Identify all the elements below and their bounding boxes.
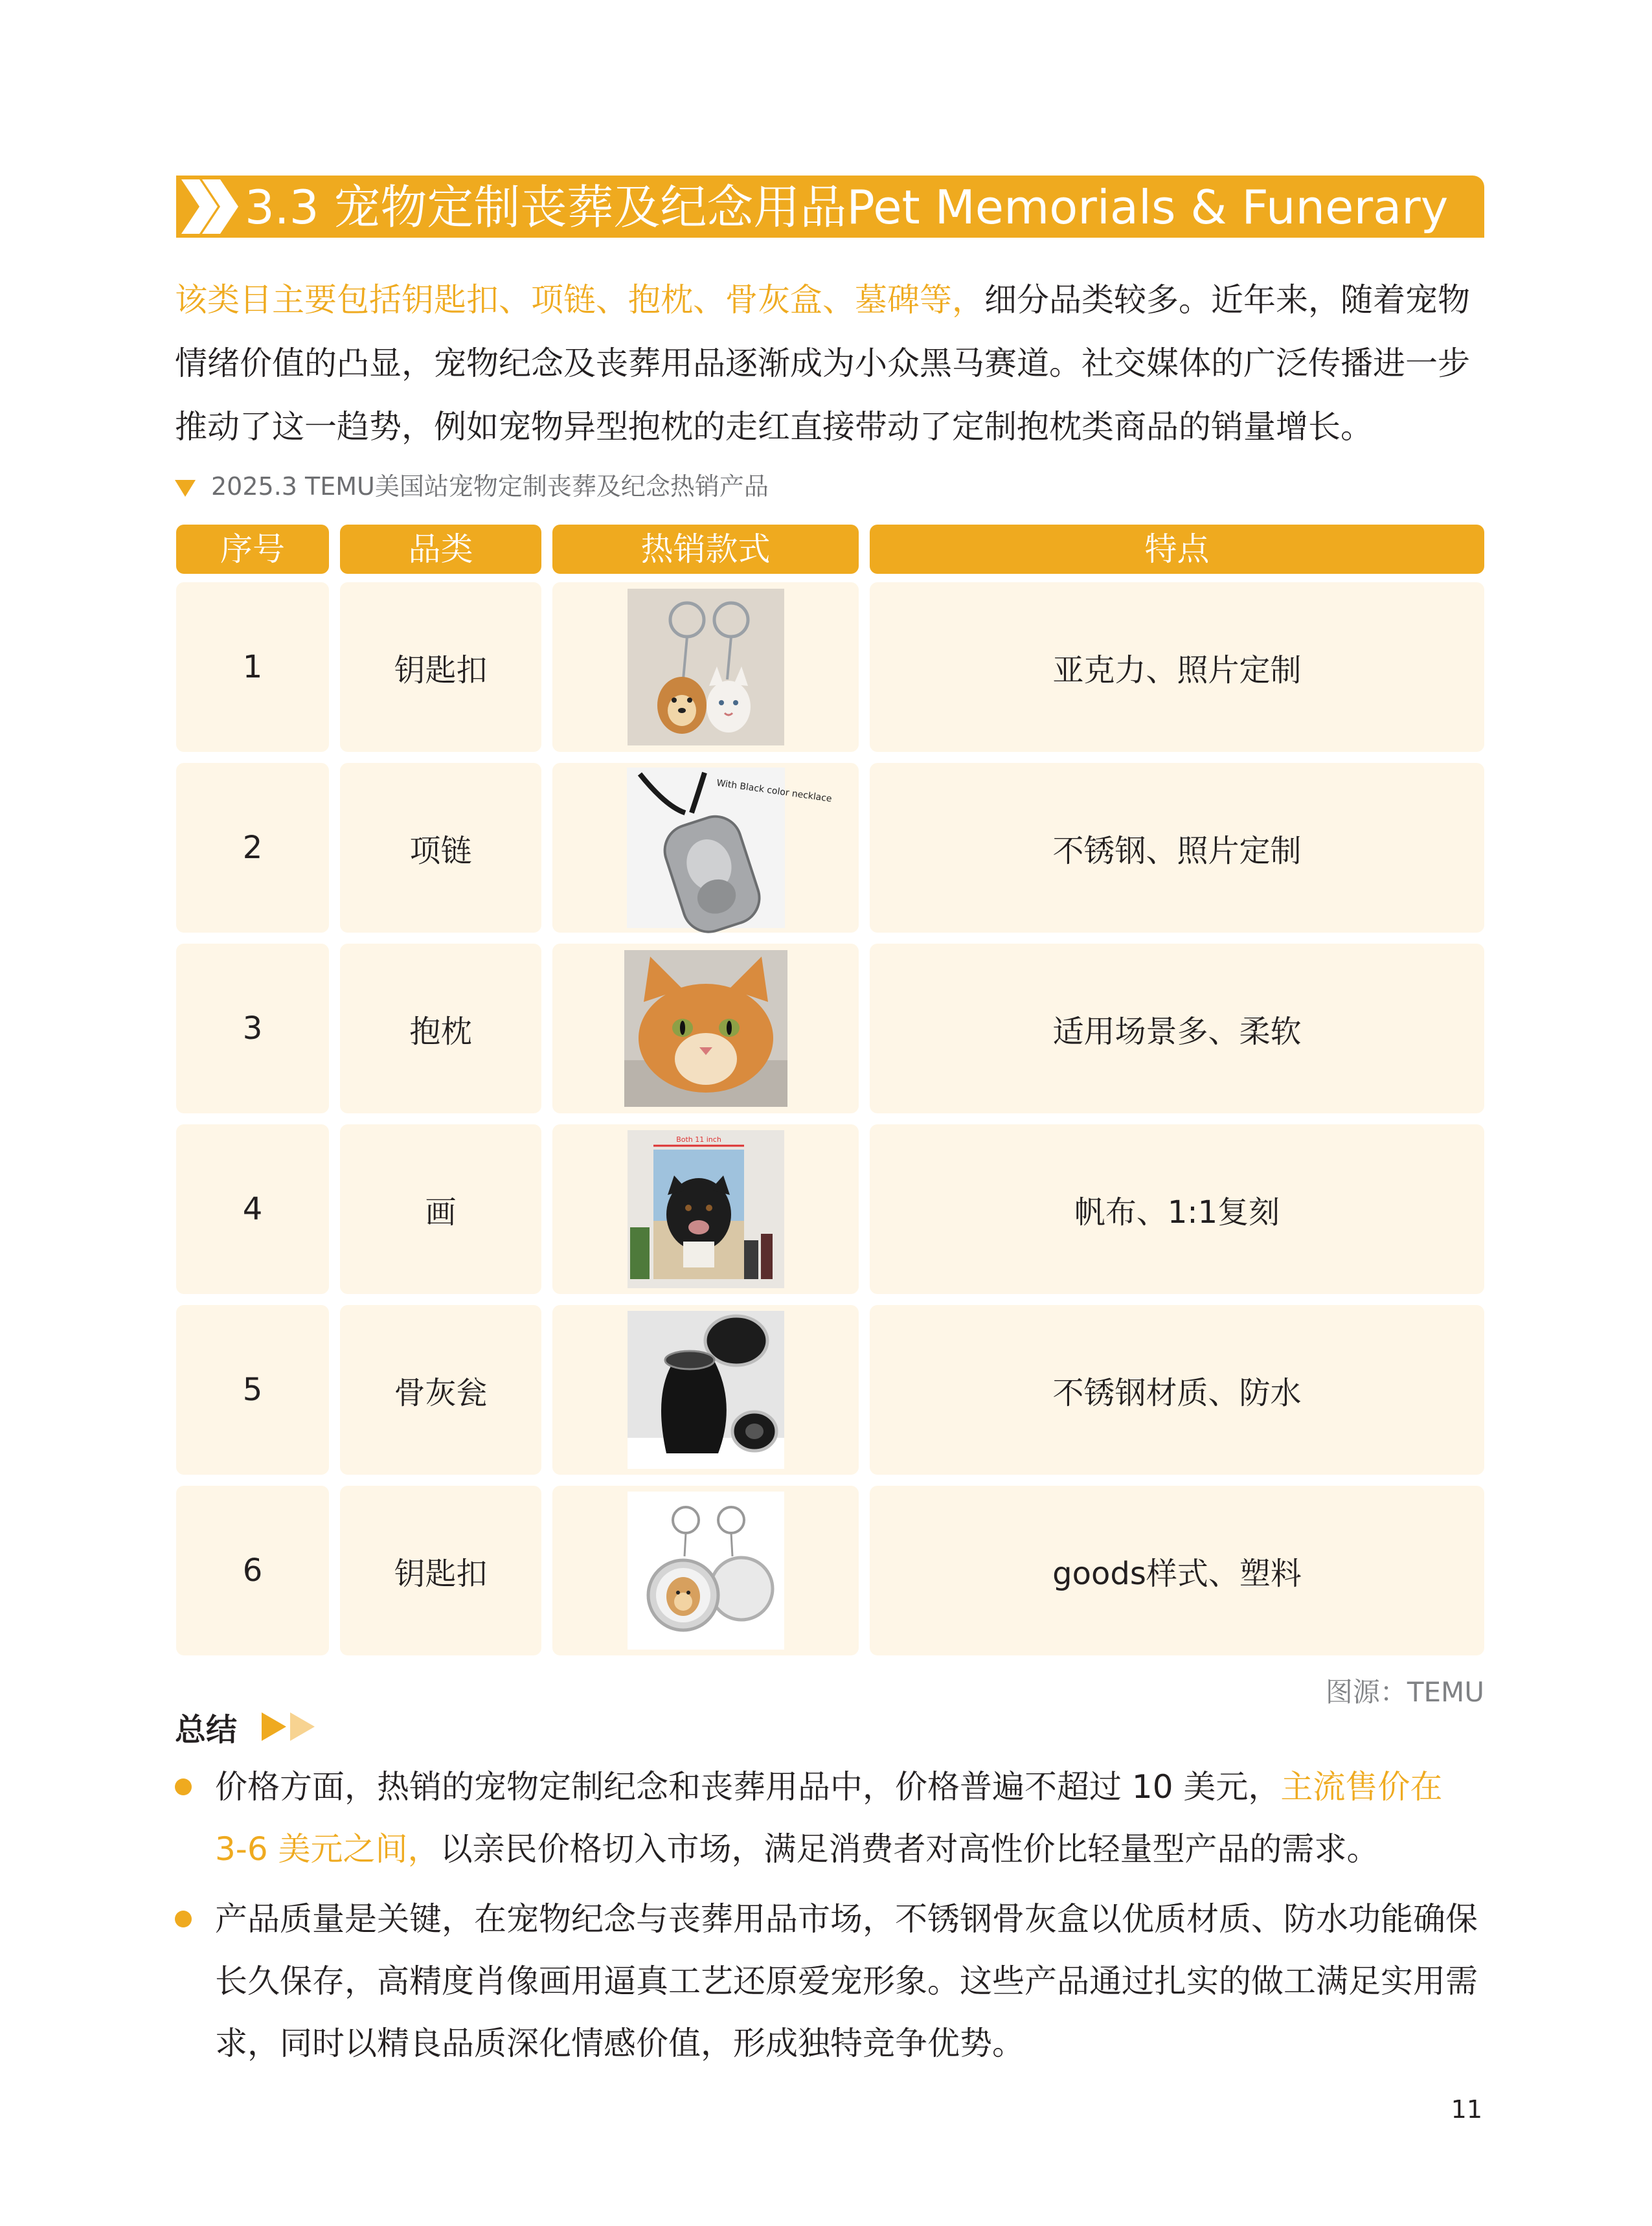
table-cell-no: 2 bbox=[176, 763, 329, 933]
table-cell-feature: 不锈钢、照片定制 bbox=[870, 763, 1484, 933]
table-header-no: 序号 bbox=[176, 525, 329, 574]
table-header-category: 品类 bbox=[340, 525, 541, 574]
dogtag-necklace-image bbox=[627, 767, 832, 928]
summary-bullet-highlight: 主流售价在 3-6 美元之间， bbox=[215, 1768, 1443, 1868]
table-cell-no: 5 bbox=[176, 1305, 329, 1475]
urn-image bbox=[628, 1311, 784, 1469]
table-cell-image bbox=[552, 1124, 859, 1294]
summary-title: 总结 bbox=[175, 1712, 238, 1748]
table-cell-no: 6 bbox=[176, 1486, 329, 1655]
table-cell-feature: 帆布、1:1复刻 bbox=[870, 1124, 1484, 1294]
necklace-label: With Black color necklace bbox=[715, 778, 832, 804]
summary-bullet bbox=[215, 1888, 1484, 2074]
bullet-dot-icon bbox=[175, 1911, 192, 1927]
table-header-style: 热销款式 bbox=[552, 525, 859, 574]
table-cell-image bbox=[552, 582, 859, 752]
table-cell-feature: 适用场景多、柔软 bbox=[870, 944, 1484, 1113]
double-chevron-icon bbox=[176, 176, 241, 238]
dog-canvas-image bbox=[628, 1130, 784, 1288]
summary-bullet-text: 产品质量是关键，在宠物纪念与丧葬用品市场，不锈钢骨灰盒以优质材质、防水功能确保长久保存，高精度肖像画用逼真工艺还原爱宠形象。这些产品通过扎实的做工满足实用需求，同时以精良品质深化情感价值，形成独特竞争优势。 bbox=[215, 1900, 1478, 2062]
summary-bullet bbox=[215, 1756, 1484, 1880]
table-cell-feature: goods样式、塑料 bbox=[870, 1486, 1484, 1655]
table-cell-feature: 不锈钢材质、防水 bbox=[870, 1305, 1484, 1475]
table-cell-image bbox=[552, 944, 859, 1113]
table-cell-image bbox=[552, 1486, 859, 1655]
section-title: 3.3 宠物定制丧葬及纪念用品Pet Memorials & Funerary bbox=[245, 180, 1449, 234]
table-cell-category: 骨灰瓮 bbox=[340, 1305, 541, 1475]
button-keychain-image bbox=[628, 1492, 784, 1650]
table-caption bbox=[175, 470, 769, 503]
dog-cat-keychain-image bbox=[628, 589, 784, 745]
table-cell-image bbox=[552, 763, 859, 933]
image-source: 图源：TEMU bbox=[1325, 1676, 1484, 1708]
table-cell-category: 钥匙扣 bbox=[340, 582, 541, 752]
table-cell-category: 抱枕 bbox=[340, 944, 541, 1113]
caption-triangle-icon bbox=[175, 480, 196, 497]
table-cell-category: 项链 bbox=[340, 763, 541, 933]
table-cell-no: 1 bbox=[176, 582, 329, 752]
summary-bullet-text: 价格方面，热销的宠物定制纪念和丧葬用品中，价格普遍不超过 10 美元， bbox=[215, 1768, 1281, 1806]
table-cell-feature: 亚克力、照片定制 bbox=[870, 582, 1484, 752]
play-arrows-icon bbox=[259, 1709, 317, 1745]
canvas-label: Both 11 inch bbox=[675, 1135, 721, 1144]
cat-pillow-image bbox=[624, 950, 787, 1107]
intro-paragraph bbox=[175, 268, 1489, 459]
table-cell-image bbox=[552, 1305, 859, 1475]
table-caption-text: 2025.3 TEMU美国站宠物定制丧葬及纪念热销产品 bbox=[211, 472, 769, 501]
bullet-dot-icon bbox=[175, 1778, 192, 1795]
table-cell-category: 钥匙扣 bbox=[340, 1486, 541, 1655]
intro-highlight: 该类目主要包括钥匙扣、项链、抱枕、骨灰盒、墓碑等， bbox=[175, 281, 984, 319]
summary-bullet-text: 以亲民价格切入市场，满足消费者对高性价比轻量型产品的需求。 bbox=[440, 1830, 1379, 1868]
intro-text: 细分品类较多。近年来，随着宠物情绪价值的凸显，宠物纪念及丧葬用品逐渐成为小众黑马赛道。社交媒体的广泛传播进一步推动了这一趋势，例如宠物异型抱枕的走红直接带动了定制抱枕类商品的销量增长。 bbox=[175, 281, 1470, 446]
table-cell-no: 3 bbox=[176, 944, 329, 1113]
page-number: 11 bbox=[1451, 2095, 1482, 2124]
table-cell-category: 画 bbox=[340, 1124, 541, 1294]
table-cell-no: 4 bbox=[176, 1124, 329, 1294]
table-header-feature: 特点 bbox=[870, 525, 1484, 574]
